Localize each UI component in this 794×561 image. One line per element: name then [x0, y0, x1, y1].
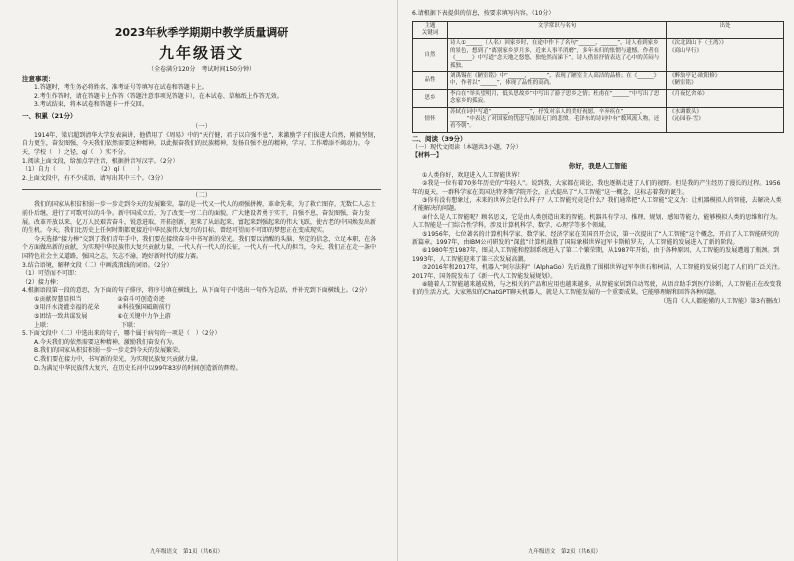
article-paragraph: ④什么是人工智能呢？顾名思义，它是由人类创造出来的智能。机器具有学习、推理、规划、感知等能力，能够模拟人类的思维和行为。人工智能是一门综合性学科，涉及计算机科学、数学、心理学等多个领域。 — [412, 213, 782, 230]
notice-1: 1.答题时，考生务必将姓名、准考证号等填写在试卷和答题卡上。 — [34, 84, 208, 91]
page-footer: 九年级语文 第1页（共6页） — [150, 549, 223, 555]
table-row — [413, 107, 784, 132]
question-6: 6.请根据下表提供的信息，按要求填写内容。（10分） — [412, 10, 555, 17]
question-4-blank: 上联： 下联： — [34, 321, 140, 329]
question-2: 2.上面文段中，有不少成语，请写出其中三个。（3分） — [22, 174, 167, 182]
table-row — [413, 39, 784, 72]
passage-two: 我们的国家从积贫积弱一步一步走到今天的发展繁荣，靠的是一代又一代人的顽强拼搏，革命先辈，为了救亡图存，无数仁人志士前仆后继，进行了可歌可泣的斗争。新中国成立后，为了改变一穷二白的面貌，广大建设者勇于实干，自强不息，奋发图强，奋力发展，改革开放以来，亿万人民艰苦奋斗，锐意进取，开拓创新，迎来了从站起来、富起来到强起来的伟大飞跃，使古老的中国焕发出新的生机。今天，我们比历史上任何时期都更接近中华民族伟大复兴的目标，曾经可望而不可即的梦想正在变成现实。 — [22, 201, 377, 235]
table-cell-content: 李白在“举头望明月，低头思故乡”中写出了游子思乡之情；杜甫在“______”中写出了思念家乡的孤寂。 — [448, 89, 667, 107]
question-5-option: B.我们的国家从积贫积弱一步一步走到今天的发展繁荣。 — [34, 347, 185, 355]
table-cell-theme: 品性 — [413, 72, 448, 90]
table-cell-source: 《次北固山下（王湾）》 《商山早行》 — [667, 39, 784, 72]
question-5-option: A.今天我们的依然需要这种精神，激励我们奋发有为。 — [34, 338, 178, 346]
article-paragraph: ⑦2016年和2017年，机器人“阿尔法狗”（AlphaGo）先后战胜了围棋世界冠军李世石和柯洁，人工智能的发展引起了人们的广泛关注。2017年，国务院发布了《新一代人工智能发展规划》。 — [412, 264, 784, 280]
page-footer: 九年级语文 第2页（共6页） — [528, 549, 601, 555]
article-paragraph: ②我是一位有着70多年历史的“年轻人”。说到我，大家都在谈论，我也逐渐走进了人们的视野。但是我的产生经历了漫长的过程。1956年的夏天，一群科学家在美国达特茅斯学院开会，正式提出了“人工智能”这一概念，这标志着我的诞生。 — [412, 180, 781, 196]
table-cell-source: 《水调歌头》 《沁园春·雪》 — [667, 107, 784, 132]
table-cell-content: 刘禹锡在《陋室铭》中“______，______”，表现了陋室主人高洁的品格；在《______》中，作者以“______”，体现了品性的高尚。 — [448, 72, 667, 90]
article-paragraph: ③你有没有想象过，未来的世界会是什么样子？人工智能究竟是什么？我们通常把“人工智能”定义为：让机器模拟人的智能，去解决人类才能解决的问题。 — [412, 196, 782, 213]
table-cell-source: 《醉翁亭记·欧阳修》 《陋室铭》 — [667, 72, 784, 90]
table-cell-content: 苏轼在词中写道“______，______”，抒发对亲人的美好祝愿。辛弃疾在“______，______”中表达了对国家的忧虑与报国无门的悲愤。毛泽东的诗词中有“数风流人物，还看今朝”。 — [448, 107, 667, 132]
notice-3: 3.考试结束，将本试卷和答题卡一并交回。 — [34, 101, 148, 109]
table-cell-source: 《月夜忆舍弟》 — [667, 89, 784, 107]
material-label: 【材料一】 — [412, 152, 443, 160]
article-paragraph: ⑤1956年，七位著名的计算机科学家、数学家、经济学家在美国召开会议，第一次提出了“人工智能”这个概念，开启了人工智能研究的新篇章。1997年，由IBM公司研发的“深蓝”计算机战胜了国际象棋世界冠军卡斯帕罗夫，人工智能的发展进入了新的阶段。 — [412, 230, 779, 246]
table-cell-content: 诗人①______（人名）回家乡时，在途中作下了名句“______，______”，诗人看到家乡的景色，想到了“离别家乡岁月多，近来人事半消磨”，多年未归的怅惘与遗憾。作者在《______》中写道“念天地之悠悠，独怆然而涕下”，诗人借景抒情表达了心中的苦闷与孤独。 — [448, 39, 667, 72]
notice-title: 注意事项： — [22, 75, 55, 83]
table-cell-theme: 情怀 — [413, 107, 448, 132]
table-header: 出处 — [667, 21, 784, 39]
subject-title: 九年级语文 — [158, 44, 244, 62]
reading-part-heading: （一）现代文阅读（本题共3小题，7分） — [412, 143, 522, 151]
table-row — [413, 72, 784, 90]
article-paragraph: ①人类你好，欢迎进入人工智能世界！ — [422, 171, 524, 179]
question-4-option-row: ①贡献智慧显担当 ②奋斗可创造奇迹 — [34, 295, 165, 303]
question-1: 1.阅读上面文段，给加点字注音，根据拼音写汉字。（2分） — [22, 157, 179, 165]
article-paragraph: ⑥1980年至1987年，图灵人工智能和控制系统进入了第二个繁荣期，从1987年开始，由于各种原因，人工智能的发展遭遇了瓶颈。到1993年，人工智能迎来了第三次发展高潮。 — [412, 247, 780, 263]
question-1-options: （1）自力（ ） （2）qí（ ） — [22, 166, 144, 174]
question-4-option-row: ③用汗水浇灌幸福的花朵 ④科技强国砥砺前行 — [34, 304, 171, 312]
article-paragraph: ⑧随着人工智能越来越成熟，与之相关的产品和应用也越来越多，从智能家居到自动驾驶，从语音助手到医疗诊断，人工智能正在改变我们的生活方式。大家熟知的ChatGPT聊天机器人，就是人工智能发展的一个重要成果，它能够理解和回答各种问题。 — [412, 280, 782, 297]
table-header: 文学常识与名句 — [448, 21, 667, 39]
question-3-a: （1）可望而不可即： — [22, 270, 80, 278]
article-source: （选自《人人都能懂的人工智能》第3有删改） — [660, 297, 784, 305]
passage-one: 1914年，梁启超到清华大学发表演讲，他借用了《周易》中的“天行健，君子以自强不息”，来激励学子们拔进大自然，刚毅坚韧，自力更生，奋发图强，今天我们依然需要这种精神，以此振奋我们的民族精神，发扬自强不息的精神，学习、工作增添不竭动力。今天，学校（ ）之径，qí（ ）实不分。 — [22, 131, 380, 156]
table-cell-theme: 思乡 — [413, 89, 448, 107]
literature-table — [412, 21, 784, 133]
section-two-heading: 二、阅读（39分） — [412, 134, 467, 143]
table-header-row — [413, 21, 784, 39]
part-two-heading: （二） — [191, 191, 212, 200]
question-5-option: C.我们要在接力中，书写新的荣光，为实现民族复兴贡献力量。 — [34, 356, 203, 364]
part-one-heading: （一） — [191, 121, 212, 130]
notice-2: 2.考生作答时，请在答题卡上作答（答题注意事项见答题卡），在本试卷、草稿纸上作答无效。 — [34, 92, 283, 100]
article-title: 你好，我是人工智能 — [568, 161, 628, 170]
passage-three: 今天选择“接力棒”交到了我们青年手中，我们要在接续奋斗中书写新的荣光。我们要以清醒的头脑、坚定的信念，立足本职，在各个方面做出新的贡献，为实现中华民族伟大复兴贡献力量，一代人有一代人的长征，一代人有一代人的担当，今天，我们正在走一条中国特色社会主义道路，强国之志，矢志不渝，跑好新时代的接力赛。 — [22, 235, 377, 260]
section-one-heading: 一、积累（21分） — [22, 111, 77, 120]
answer-line — [22, 183, 381, 190]
question-4: 4.根据语段第一段的意思，为下面的句子排序，将序号填在横线上，从下面句子中选出一句作为总括，并补充到下面横线上。（2分） — [22, 287, 371, 295]
table-row — [413, 89, 784, 107]
table-header: 主题 关键词 — [413, 21, 448, 39]
page-two — [397, 0, 794, 561]
question-4-option-row: ⑤团结一致共谋发展 ⑥在关键中力争上游 — [34, 313, 171, 321]
question-3: 3.结合语境，解释文段（二）中画波浪线的词语。（2分） — [22, 261, 173, 269]
exam-title: 2023年秋季学期期中教学质量调研 — [114, 26, 289, 39]
question-5-option: D.为满足中华民族伟大复兴，在历史长河中以99年83岁的时间创造新的辉煌。 — [34, 364, 242, 372]
exam-info: （全卷满分120分 考试时间150分钟） — [148, 66, 255, 73]
question-5: 5.下面文段中（二）中选出来的句子，哪个属于病句的一项是（ ）（2分） — [22, 330, 221, 338]
question-3-b: （2）接力棒： — [22, 278, 62, 286]
table-cell-theme: 自然 — [413, 39, 448, 72]
